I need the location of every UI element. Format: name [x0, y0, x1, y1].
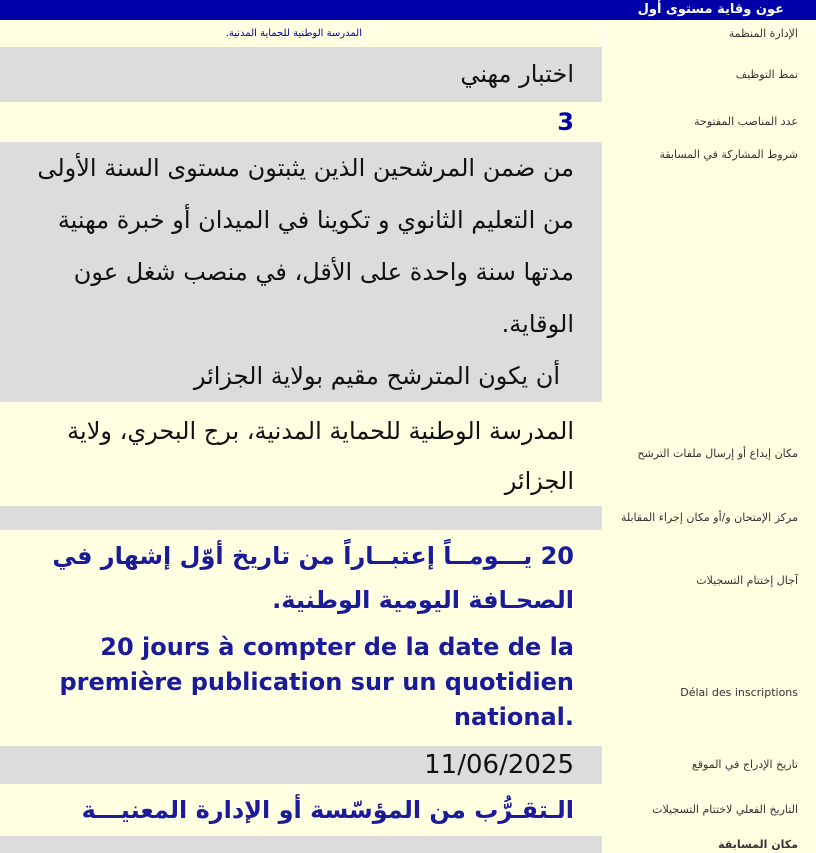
- conditions-label: شروط المشاركة في المسابقة: [602, 142, 816, 402]
- exam-center-row: [0, 506, 816, 530]
- listing-date-row: [0, 746, 816, 784]
- deadline-value-ar: 20 يـــومــاً إعتبــاراً من تاريخ أوّل إشهار في الصحـافة اليومية الوطنية.: [52, 542, 574, 614]
- posting-title: عون وقاية مستوى أول: [0, 0, 816, 20]
- conditions-value: [0, 142, 602, 402]
- deadline-value-fr: 20 jours à compter de la date de la première publication sur un quotidien national.: [59, 633, 574, 731]
- type-value: اختبار مهني: [460, 60, 574, 88]
- actual-close-label: التاريخ الفعلي لاختتام التسجيلات: [652, 803, 798, 816]
- conditions-text: من ضمن المرشحين الذين يثبتون مستوى السنة الأولى من التعليم الثانوي و تكوينا في الميدان أو خبرة مهنية مدتها سنة واحدة على الأقل، في منصب شغل عون الوقاية.: [37, 154, 574, 338]
- listing-date-label: تاريخ الإدراج في الموقع: [602, 746, 816, 784]
- deadline-label-ar: آجال إختتام التسجيلات: [696, 574, 798, 587]
- actual-close-row: [0, 784, 816, 836]
- org-label: الإدارة المنظمة: [602, 20, 816, 47]
- listing-date-value: 11/06/2025: [424, 750, 574, 780]
- deadline-label-fr: Délai des inscriptions: [680, 686, 798, 699]
- deposit-value: المدرسة الوطنية للحماية المدنية، برج البحري، ولاية الجزائر: [67, 417, 574, 495]
- deposit-row: [0, 402, 816, 506]
- deadline-labels: [602, 530, 816, 746]
- posts-row: [0, 102, 816, 142]
- deadline-row: [0, 530, 816, 746]
- posts-value: 3: [557, 108, 574, 136]
- residence-condition: أن يكون المترشح مقيم بولاية الجزائر: [193, 362, 560, 390]
- deadline-values: [0, 530, 602, 746]
- actual-close-value: الـتقـرُّب من المؤسّسة أو الإدارة المعنيـــة: [81, 796, 574, 824]
- org-row: [0, 20, 816, 47]
- conditions-row: [0, 142, 816, 402]
- exam-center-value: [0, 506, 602, 530]
- posts-label: عدد المناصب المفتوحة: [694, 115, 798, 128]
- exam-center-label: مركز الإمتحان و/أو مكان إجراء المقابلة: [602, 506, 816, 530]
- type-row: [0, 47, 816, 102]
- next-value: [0, 836, 602, 853]
- next-label: مكان المسابقة: [602, 836, 816, 853]
- type-label: نمط التوظيف: [602, 47, 816, 102]
- next-row: [0, 836, 816, 853]
- deposit-label: مكان إيداع أو إرسال ملفات الترشح: [637, 447, 798, 460]
- org-value: المدرسة الوطنية للحماية المدنية.: [225, 28, 362, 39]
